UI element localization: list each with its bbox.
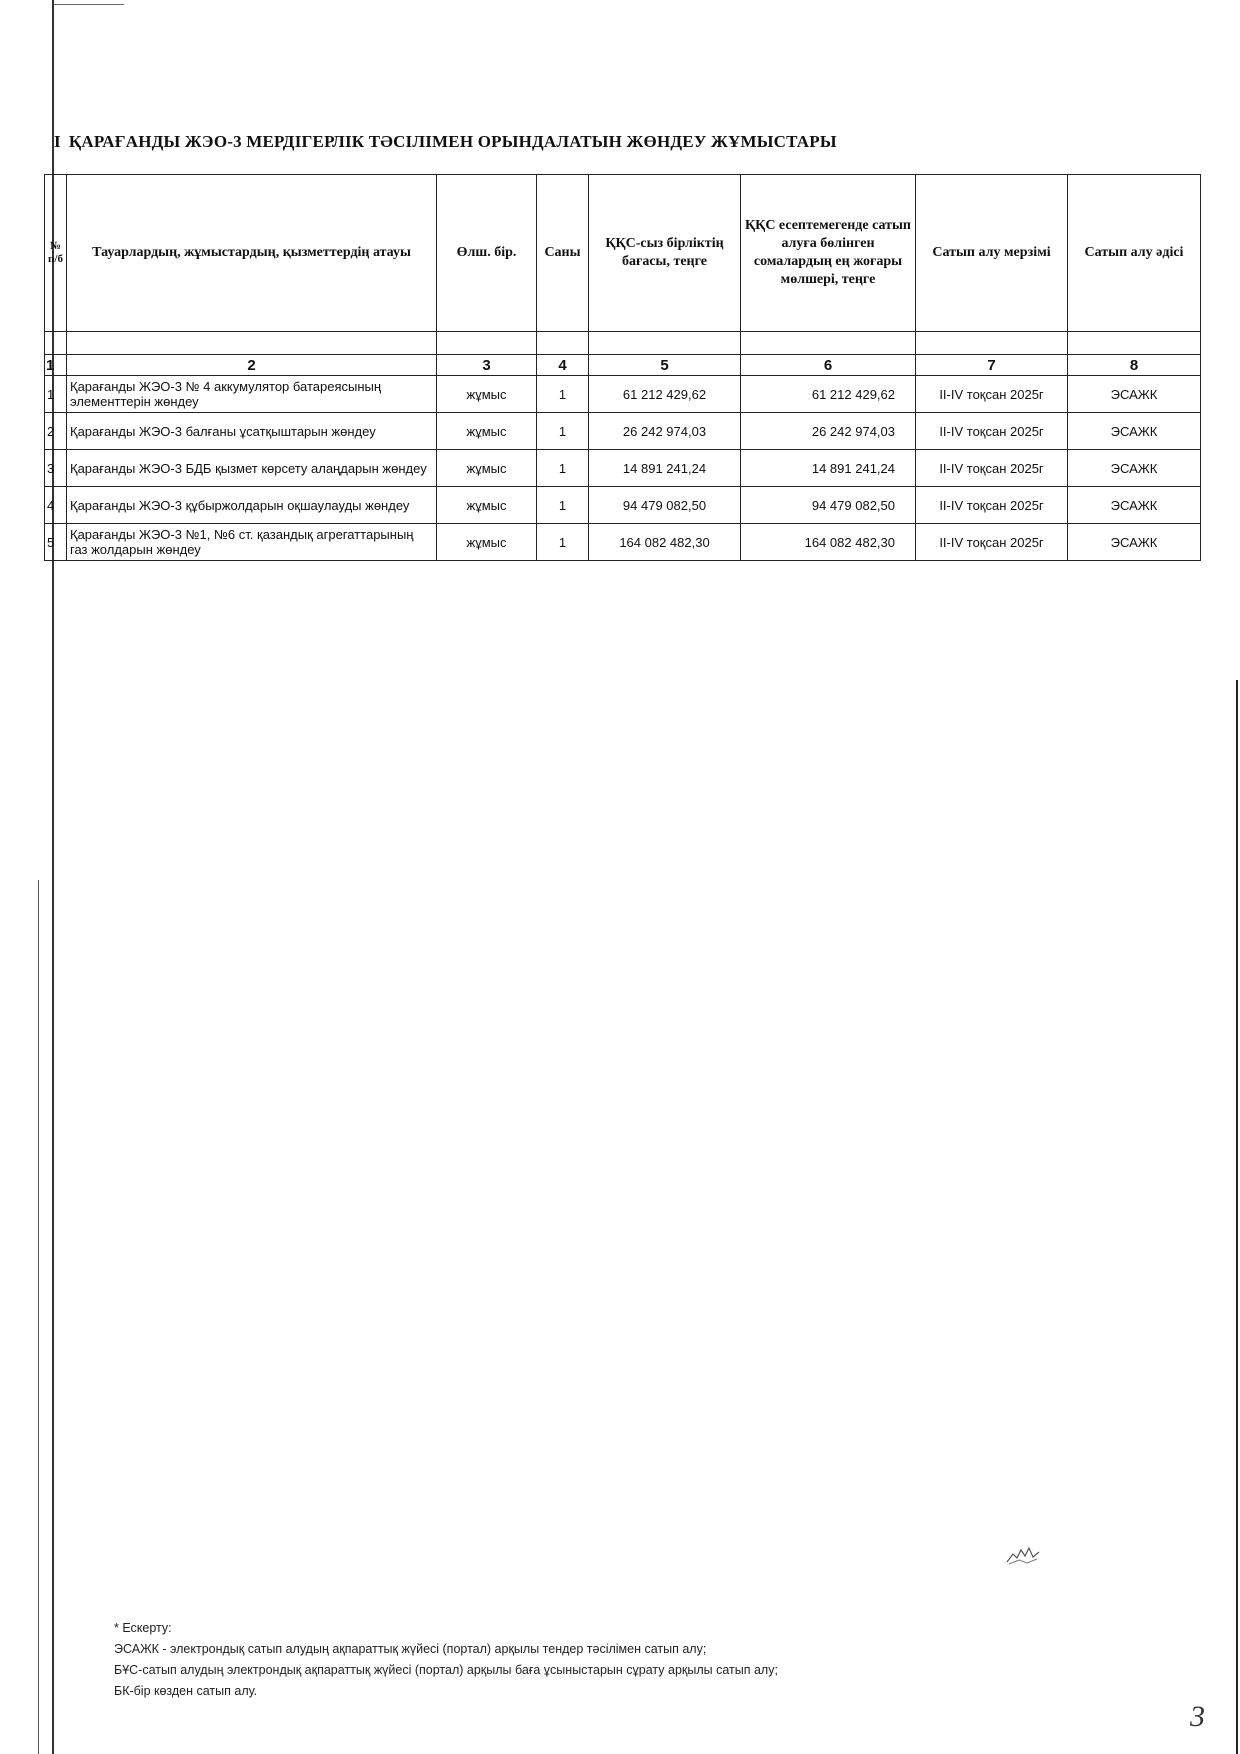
column-number: 6 xyxy=(741,355,916,376)
header-spacer-row xyxy=(45,332,1201,355)
cell-no: 4 xyxy=(45,487,67,524)
cell-qty: 1 xyxy=(537,376,589,413)
header-row xyxy=(45,175,1201,332)
scan-mark xyxy=(54,4,124,5)
column-number: 1 xyxy=(45,355,67,376)
cell-period: II-IV тоқсан 2025г xyxy=(916,376,1068,413)
header-price: ҚҚС-сыз бірліктің бағасы, теңге xyxy=(589,175,741,332)
spacer-cell xyxy=(916,332,1068,355)
column-number: 2 xyxy=(67,355,437,376)
spacer-cell xyxy=(45,332,67,355)
cell-no: 3 xyxy=(45,450,67,487)
cell-period: II-IV тоқсан 2025г xyxy=(916,413,1068,450)
scan-right-edge-line xyxy=(1236,680,1238,1754)
footnote-line: ЭСАЖК - электрондық сатып алудың ақпараттық жүйесі (портал) арқылы тендер тәсілімен сатып алу; xyxy=(114,1642,707,1656)
column-number: 3 xyxy=(437,355,537,376)
column-number: 8 xyxy=(1068,355,1201,376)
cell-name: Қарағанды ЖЭО-3 балғаны ұсатқыштарын жөндеу xyxy=(67,413,437,450)
section-number: I xyxy=(54,132,61,151)
column-number: 7 xyxy=(916,355,1068,376)
cell-method: ЭСАЖК xyxy=(1068,487,1201,524)
cell-method: ЭСАЖК xyxy=(1068,413,1201,450)
spacer-cell xyxy=(67,332,437,355)
header-no: № п/б xyxy=(45,175,67,332)
cell-unit: жұмыс xyxy=(437,487,537,524)
works-table xyxy=(44,174,1201,561)
header-period: Сатып алу мерзімі xyxy=(916,175,1068,332)
scan-left-edge-line-secondary xyxy=(38,880,39,1754)
page-number: 3 xyxy=(1190,1700,1205,1733)
cell-no: 1 xyxy=(45,376,67,413)
table-row xyxy=(45,524,1201,561)
cell-no: 2 xyxy=(45,413,67,450)
cell-name: Қарағанды ЖЭО-3 құбыржолдарын оқшаулауды жөндеу xyxy=(67,487,437,524)
cell-total: 61 212 429,62 xyxy=(741,376,916,413)
cell-period: II-IV тоқсан 2025г xyxy=(916,524,1068,561)
cell-no: 5 xyxy=(45,524,67,561)
spacer-cell xyxy=(437,332,537,355)
cell-total: 164 082 482,30 xyxy=(741,524,916,561)
footnotes xyxy=(114,1618,778,1702)
cell-method: ЭСАЖК xyxy=(1068,450,1201,487)
cell-price: 94 479 082,50 xyxy=(589,487,741,524)
table-row xyxy=(45,487,1201,524)
cell-name: Қарағанды ЖЭО-3 № 4 аккумулятор батареясының элементтерін жөндеу xyxy=(67,376,437,413)
cell-unit: жұмыс xyxy=(437,413,537,450)
cell-total: 14 891 241,24 xyxy=(741,450,916,487)
footnote-line: БК-бір көзден сатып алу. xyxy=(114,1684,258,1698)
cell-price: 61 212 429,62 xyxy=(589,376,741,413)
cell-method: ЭСАЖК xyxy=(1068,376,1201,413)
cell-total: 26 242 974,03 xyxy=(741,413,916,450)
spacer-cell xyxy=(589,332,741,355)
column-number: 5 xyxy=(589,355,741,376)
column-number-row xyxy=(45,355,1201,376)
column-number: 4 xyxy=(537,355,589,376)
header-name: Тауарлардың, жұмыстардың, қызметтердің атауы xyxy=(67,175,437,332)
cell-method: ЭСАЖК xyxy=(1068,524,1201,561)
cell-period: II-IV тоқсан 2025г xyxy=(916,487,1068,524)
spacer-cell xyxy=(1068,332,1201,355)
table-row xyxy=(45,413,1201,450)
cell-unit: жұмыс xyxy=(437,376,537,413)
footnote-line: БҰС-сатып алудың электрондық ақпараттық жүйесі (портал) арқылы баға ұсыныстарын сұрату арқылы сатып алу; xyxy=(114,1663,778,1677)
cell-qty: 1 xyxy=(537,450,589,487)
section-title-text: ҚАРАҒАНДЫ ЖЭО-3 МЕРДІГЕРЛІК ТӘСІЛІМЕН ОРЫНДАЛАТЫН ЖӨНДЕУ ЖҰМЫСТАРЫ xyxy=(68,132,837,151)
cell-price: 26 242 974,03 xyxy=(589,413,741,450)
stamp-mark-icon xyxy=(1005,1544,1041,1566)
cell-qty: 1 xyxy=(537,524,589,561)
footnote-heading: * Ескерту: xyxy=(114,1621,172,1635)
header-total: ҚҚС есептемегенде сатып алуға бөлінген сомалардың ең жоғары мөлшері, теңге xyxy=(741,175,916,332)
header-unit: Өлш. бір. xyxy=(437,175,537,332)
spacer-cell xyxy=(537,332,589,355)
section-title xyxy=(54,132,837,152)
cell-unit: жұмыс xyxy=(437,450,537,487)
cell-qty: 1 xyxy=(537,487,589,524)
header-qty: Саны xyxy=(537,175,589,332)
cell-period: II-IV тоқсан 2025г xyxy=(916,450,1068,487)
cell-total: 94 479 082,50 xyxy=(741,487,916,524)
table-row xyxy=(45,376,1201,413)
cell-price: 14 891 241,24 xyxy=(589,450,741,487)
cell-unit: жұмыс xyxy=(437,524,537,561)
spacer-cell xyxy=(741,332,916,355)
cell-name: Қарағанды ЖЭО-3 БДБ қызмет көрсету алаңдарын жөндеу xyxy=(67,450,437,487)
header-method: Сатып алу әдісі xyxy=(1068,175,1201,332)
cell-qty: 1 xyxy=(537,413,589,450)
table-row xyxy=(45,450,1201,487)
cell-name: Қарағанды ЖЭО-3 №1, №6 ст. қазандық агрегаттарының газ жолдарын жөндеу xyxy=(67,524,437,561)
cell-price: 164 082 482,30 xyxy=(589,524,741,561)
